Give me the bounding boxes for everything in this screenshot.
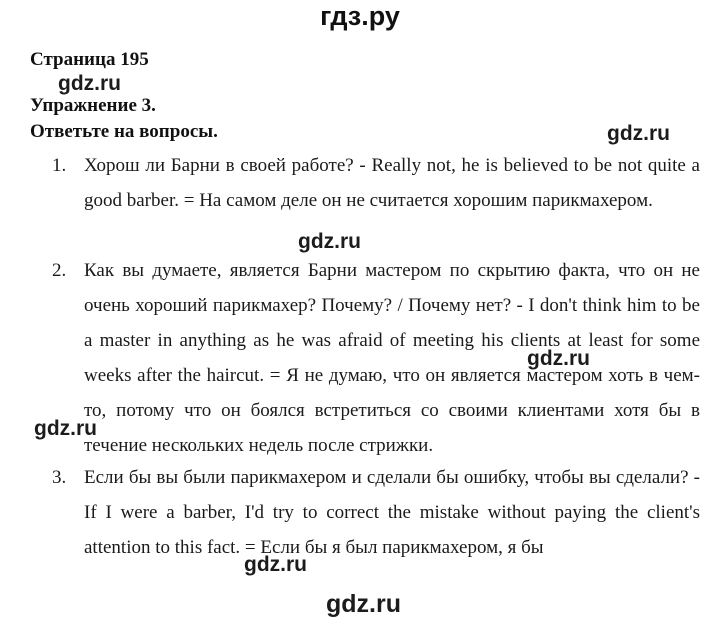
answer-number: 2.: [52, 260, 67, 281]
watermark: gdz.ru: [58, 72, 121, 95]
answer-text: Если бы вы были парикмахером и сделали бы ошибку, чтобы вы сделали? - If I were a barber, I'd try to correct the mistake without paying the client's attention to this fact. = Если бы я был парикмахером, я бы: [84, 467, 700, 558]
watermark: gdz.ru: [298, 230, 361, 253]
watermark: gdz.ru: [244, 553, 307, 576]
answer-text: Хорош ли Барни в своей работе? - Really not, he is believed to be not quite a good barber. = На самом деле он не считается хорошим парикмахером.: [84, 155, 700, 211]
task-heading: Ответьте на вопросы.: [30, 121, 218, 142]
watermark: gdz.ru: [326, 590, 401, 618]
answer-item-2: [52, 253, 700, 463]
answer-number: 1.: [52, 155, 67, 176]
watermark: gdz.ru: [607, 122, 670, 145]
site-title: гдз.ру: [320, 1, 400, 31]
page-number-heading: Страница 195: [30, 49, 149, 70]
answer-number: 3.: [52, 467, 67, 488]
watermark: gdz.ru: [34, 417, 97, 440]
answer-text: Как вы думаете, является Барни мастером по скрытию факта, что он не очень хороший парикмахер? Почему? / Почему нет? - I don't think him to be a master in anything as he was afraid of meeting his clients at least for some weeks after the haircut. = Я не думаю, что он является мастером хоть в чем-то, потому что он боялся встретиться со своими клиентами хотя бы в течение нескольких недель после стрижки.: [84, 260, 700, 456]
answer-item-1: [52, 148, 700, 218]
answer-item-3: [52, 460, 700, 565]
watermark: gdz.ru: [527, 347, 590, 370]
exercise-heading: Упражнение 3.: [30, 95, 156, 116]
